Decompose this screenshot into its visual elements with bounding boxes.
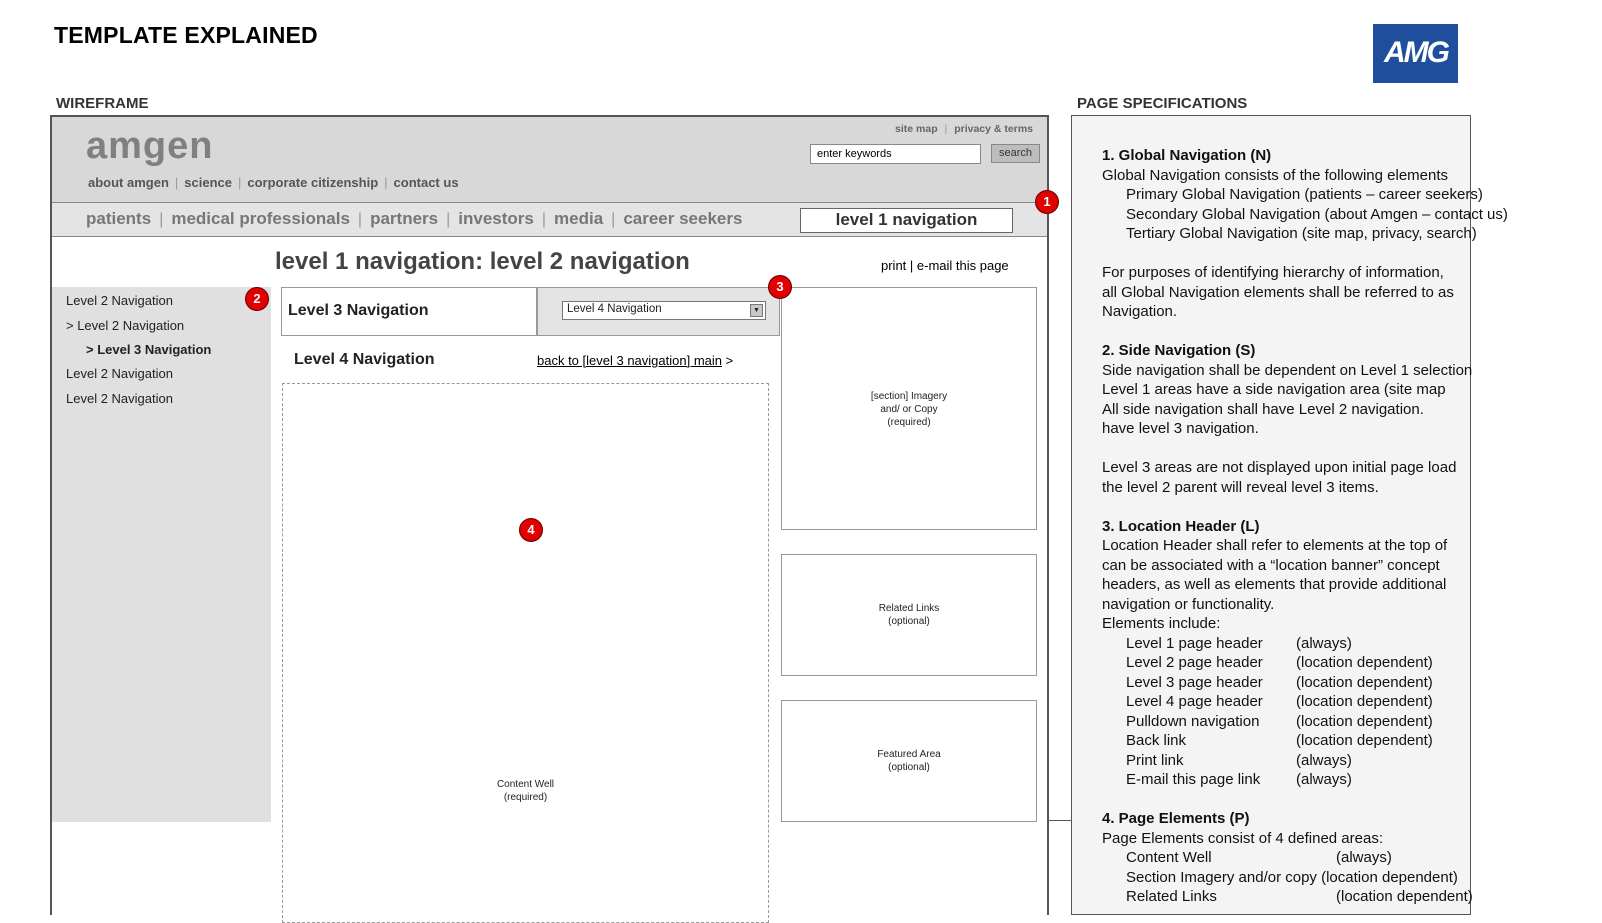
spec-element-name: Level 3 page header <box>1126 673 1263 691</box>
spec-section-title: 2. Side Navigation (S) <box>1102 342 1256 359</box>
spec-spacer <box>1102 497 1602 517</box>
related-links-box <box>781 554 1037 676</box>
spec-line: Level 3 areas are not displayed upon initial page load <box>1102 459 1457 476</box>
spec-element-row <box>1102 673 1602 693</box>
primnav-separator: | <box>159 211 164 228</box>
primnav-separator: | <box>541 211 547 228</box>
section-imagery-label-line: (required) <box>887 417 931 428</box>
spec-line: the level 2 parent will reveal level 3 items. <box>1102 478 1379 496</box>
wireframe-label: WIREFRAME <box>56 95 149 112</box>
related-links-label <box>782 602 1036 628</box>
amgen-logo <box>1373 24 1458 83</box>
spec-line: Primary Global Navigation (patients – career seekers) <box>1126 186 1483 203</box>
level4-header: Level 4 Navigation <box>294 351 435 368</box>
primnav-media[interactable]: media <box>554 209 604 228</box>
secnav-separator: | <box>174 175 179 190</box>
spec-element-name: Section Imagery and/or copy <box>1126 868 1317 886</box>
spec-element-status: (location dependent) <box>1336 888 1473 905</box>
primnav-career-seekers[interactable]: career seekers <box>623 209 743 228</box>
spec-spacer <box>1102 244 1602 264</box>
sidenav-item-expanded[interactable]: > Level 2 Navigation <box>66 318 185 333</box>
spec-line: navigation or functionality. <box>1102 595 1275 613</box>
spec-element-row <box>1102 712 1602 732</box>
spec-element-status: (location dependent) <box>1296 673 1433 691</box>
primnav-patients[interactable]: patients <box>86 209 152 228</box>
sidenav-item-level3[interactable]: > Level 3 Navigation <box>86 342 212 357</box>
search-input[interactable] <box>810 144 981 164</box>
related-links-label-line: Related Links <box>878 603 940 614</box>
primnav-medical-professionals[interactable]: medical professionals <box>171 209 350 228</box>
spec-line: Side navigation shall be dependent on Level 1 selection <box>1102 361 1473 379</box>
site-map-link[interactable]: site map <box>895 123 938 135</box>
content-well-label-line: (required) <box>503 792 548 803</box>
secnav-separator: | <box>384 175 388 190</box>
spec-element-name: Print link <box>1126 751 1184 769</box>
spec-element-status: (always) <box>1296 771 1352 788</box>
callout-marker-1: 1 <box>1035 190 1059 214</box>
sidenav-item[interactable]: Level 2 Navigation <box>66 391 173 406</box>
primnav-separator: | <box>446 211 451 228</box>
secnav-separator: | <box>238 175 242 190</box>
section-imagery-label-line: and/ or Copy <box>880 404 938 415</box>
section-imagery-label-line: [section] Imagery <box>870 391 948 402</box>
print-email-links[interactable]: print | e-mail this page <box>881 258 1009 273</box>
spec-element-row <box>1102 887 1602 907</box>
spec-element-status: (always) <box>1296 751 1352 769</box>
section-imagery-box <box>781 287 1037 530</box>
back-link-arrow: > <box>725 353 734 368</box>
spec-line: Level 1 areas have a side navigation area (site map <box>1102 381 1446 398</box>
spec-line: Tertiary Global Navigation (site map, privacy, search) <box>1126 225 1477 242</box>
featured-area-label-line: Featured Area <box>877 749 941 760</box>
tertiary-separator: | <box>944 123 948 135</box>
specifications-panel <box>1071 115 1508 915</box>
section-imagery-label <box>782 390 1036 429</box>
primary-nav-bar <box>52 203 1047 237</box>
spec-section-title: 4. Page Elements (P) <box>1102 810 1250 827</box>
spec-line: Page Elements consist of 4 defined areas: <box>1102 829 1384 847</box>
privacy-terms-link[interactable]: privacy & terms <box>954 123 1033 135</box>
secnav-contact-us[interactable]: contact us <box>393 175 459 190</box>
spec-element-status: (location dependent) <box>1296 693 1433 710</box>
featured-area-label <box>782 748 1036 774</box>
spec-line: For purposes of identifying hierarchy of information, <box>1102 264 1444 281</box>
spec-spacer <box>1102 790 1602 810</box>
spec-element-status: (location dependent) <box>1296 732 1433 749</box>
spec-line: can be associated with a “location banner” concept <box>1102 556 1440 574</box>
primnav-investors[interactable]: investors <box>458 209 534 228</box>
spec-spacer <box>1102 322 1602 342</box>
spec-element-status: (location dependent) <box>1296 712 1433 730</box>
connector-line <box>1047 820 1073 821</box>
level4-select[interactable] <box>562 301 766 320</box>
spec-element-status: (location dependent) <box>1296 654 1433 671</box>
location-header-title: level 1 navigation: level 2 navigation <box>275 248 690 275</box>
spec-element-status: (always) <box>1296 634 1352 652</box>
spec-line: headers, as well as elements that provide additional <box>1102 576 1447 593</box>
spec-element-name: E-mail this page link <box>1126 771 1261 788</box>
spec-element-name: Content Well <box>1126 849 1212 866</box>
spec-element-name: Level 2 page header <box>1126 654 1263 671</box>
spec-section-title: 3. Location Header (L) <box>1102 517 1260 535</box>
spec-line: all Global Navigation elements shall be referred to as <box>1102 283 1454 301</box>
secnav-science[interactable]: science <box>184 175 232 190</box>
document-title: TEMPLATE EXPLAINED <box>54 22 318 48</box>
spec-element-name: Level 1 page header <box>1126 634 1263 652</box>
spec-element-status: (always) <box>1336 849 1392 866</box>
spec-line: Elements include: <box>1102 615 1221 632</box>
spec-section-title: 1. Global Navigation (N) <box>1102 147 1272 164</box>
spec-line: Secondary Global Navigation (about Amgen – contact us) <box>1126 205 1508 223</box>
spec-element-row <box>1102 731 1602 751</box>
side-navigation <box>52 287 271 822</box>
sidenav-item[interactable]: Level 2 Navigation <box>66 293 173 308</box>
primnav-partners[interactable]: partners <box>370 209 439 228</box>
primary-nav <box>86 209 742 229</box>
spec-element-row <box>1102 751 1602 771</box>
callout-marker-2: 2 <box>245 287 269 311</box>
spec-spacer <box>1102 439 1602 459</box>
chevron-down-icon[interactable]: ▼ <box>750 304 763 317</box>
level3-header <box>281 287 537 336</box>
spec-element-row <box>1102 868 1602 888</box>
featured-area-box <box>781 700 1037 822</box>
spec-element-name: Level 4 page header <box>1126 693 1263 710</box>
level1-navigation-tab[interactable]: level 1 navigation <box>800 208 1013 233</box>
back-link-text[interactable]: back to [level 3 navigation] main <box>537 353 722 368</box>
spec-element-status: (location dependent) <box>1321 868 1458 886</box>
spec-element-row <box>1102 770 1602 790</box>
primnav-separator: | <box>611 211 616 228</box>
specs-label: PAGE SPECIFICATIONS <box>1077 95 1248 112</box>
logo-text: AMG <box>1384 36 1448 69</box>
spec-element-name: Related Links <box>1126 888 1217 905</box>
spec-element-row <box>1102 634 1602 654</box>
spec-element-row <box>1102 848 1602 868</box>
spec-line: Global Navigation consists of the following elements <box>1102 166 1449 184</box>
content-well <box>282 383 769 923</box>
spec-element-name: Back link <box>1126 732 1187 749</box>
related-links-label-line: (optional) <box>888 616 930 627</box>
search-button[interactable]: search <box>991 144 1040 163</box>
spec-element-row <box>1102 692 1602 712</box>
secnav-about-amgen[interactable]: about amgen <box>88 175 169 190</box>
level4-pulldown-area <box>537 287 780 336</box>
sidenav-item[interactable]: Level 2 Navigation <box>66 366 173 381</box>
content-well-label-line: Content Well <box>496 779 555 790</box>
spec-line: All side navigation shall have Level 2 navigation. <box>1102 400 1424 418</box>
wireframe-frame <box>50 115 1049 915</box>
spec-element-row <box>1102 653 1602 673</box>
spec-line: have level 3 navigation. <box>1102 420 1259 437</box>
spec-element-name: Pulldown navigation <box>1126 712 1260 730</box>
featured-area-label-line: (optional) <box>888 762 930 773</box>
secnav-corporate-citizenship[interactable]: corporate citizenship <box>247 175 379 190</box>
back-link[interactable] <box>537 353 733 368</box>
specifications-text <box>1102 146 1602 907</box>
content-well-label <box>283 778 768 804</box>
site-header <box>52 117 1047 203</box>
level4-select-value: Level 4 Navigation <box>567 303 662 315</box>
callout-marker-4: 4 <box>519 518 543 542</box>
tertiary-nav <box>895 123 1033 135</box>
secondary-nav <box>88 175 459 190</box>
site-logo[interactable]: amgen <box>86 125 214 167</box>
primnav-separator: | <box>357 211 363 228</box>
spec-line: Navigation. <box>1102 303 1178 320</box>
spec-line: Location Header shall refer to elements at the top of <box>1102 537 1448 554</box>
callout-marker-3: 3 <box>768 275 792 299</box>
level3-header-label: Level 3 Navigation <box>288 302 429 319</box>
